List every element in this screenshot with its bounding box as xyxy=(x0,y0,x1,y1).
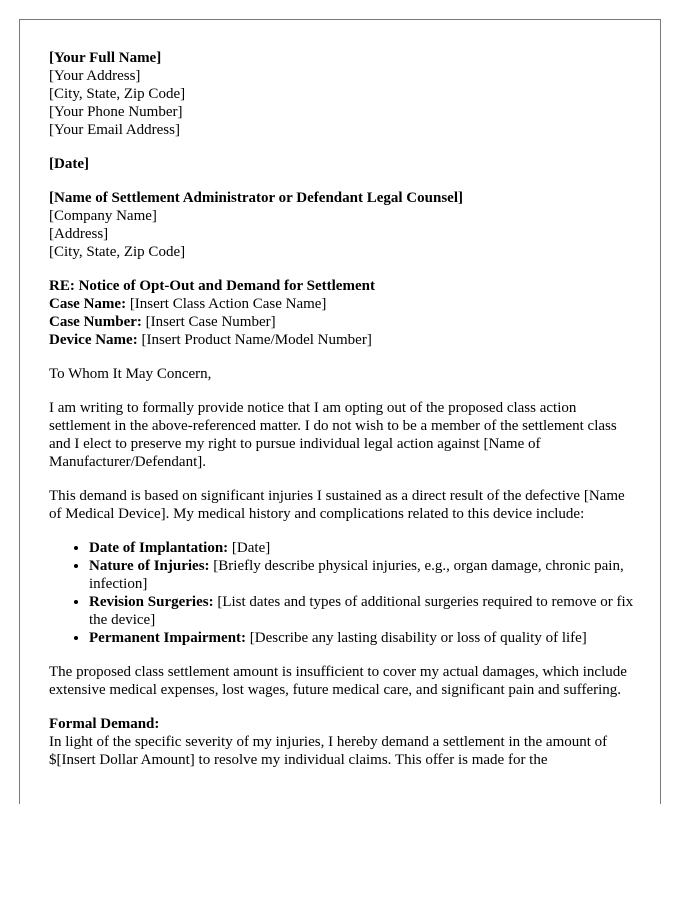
case-name-line xyxy=(49,295,639,313)
list-item xyxy=(89,593,639,629)
injury-label: Permanent Impairment: xyxy=(89,630,247,646)
recipient-company: [Company Name] xyxy=(49,208,157,224)
injury-value: [Describe any lasting disability or loss of quality of life] xyxy=(246,630,587,646)
injury-list xyxy=(49,539,639,647)
case-name-label: Case Name: xyxy=(49,296,127,312)
sender-phone: [Your Phone Number] xyxy=(49,104,183,120)
sender-block xyxy=(49,49,639,139)
list-item xyxy=(89,539,639,557)
case-number-label: Case Number: xyxy=(49,314,142,330)
letter-page xyxy=(19,19,661,804)
basis-paragraph: This demand is based on significant injuries I sustained as a direct result of the defective [Name of Medical Device]. My medical history and complications related to this device include: xyxy=(49,488,625,522)
recipient-city-state-zip: [City, State, Zip Code] xyxy=(49,244,186,260)
re-subject: RE: Notice of Opt-Out and Demand for Settlement xyxy=(49,278,375,294)
recipient-address: [Address] xyxy=(49,226,109,242)
sender-email: [Your Email Address] xyxy=(49,122,180,138)
case-number-value: [Insert Case Number] xyxy=(141,314,276,330)
injury-value: [Date] xyxy=(228,540,271,556)
list-item xyxy=(89,557,639,593)
injury-value: [List dates and types of additional surgeries required to remove or fix the device] xyxy=(89,594,634,628)
sender-city-state-zip: [City, State, Zip Code] xyxy=(49,86,186,102)
letter-date: [Date] xyxy=(49,156,89,172)
insufficient-paragraph: The proposed class settlement amount is insufficient to cover my actual damages, which include extensive medical expenses, lost wages, future medical care, and significant pain and suffering. xyxy=(49,664,627,698)
sender-address: [Your Address] xyxy=(49,68,141,84)
formal-demand-text: In light of the specific severity of my injuries, I hereby demand a settlement in the amount of $[Insert Dollar Amount] to resolve my individual claims. This offer is made for the xyxy=(49,734,608,768)
opt-out-paragraph: I am writing to formally provide notice that I am opting out of the proposed class action settlement in the above-referenced matter. I do not wish to be a member of the settlement class and I elect to preserve my right to pursue individual legal action against [Name of Manufacturer/Defendant]. xyxy=(49,400,617,470)
case-number-line xyxy=(49,313,639,331)
injury-label: Revision Surgeries: xyxy=(89,594,214,610)
injury-value: [Briefly describe physical injuries, e.g., organ damage, chronic pain, infection] xyxy=(89,558,624,592)
device-name-value: [Insert Product Name/Model Number] xyxy=(137,332,372,348)
case-name-value: [Insert Class Action Case Name] xyxy=(126,296,327,312)
device-name-label: Device Name: xyxy=(49,332,138,348)
recipient-name: [Name of Settlement Administrator or Defendant Legal Counsel] xyxy=(49,190,463,206)
re-block xyxy=(49,277,639,349)
recipient-block xyxy=(49,189,639,261)
salutation: To Whom It May Concern, xyxy=(49,366,212,382)
injury-label: Date of Implantation: xyxy=(89,540,229,556)
device-name-line xyxy=(49,331,639,349)
sender-name: [Your Full Name] xyxy=(49,50,162,66)
formal-demand-heading: Formal Demand: xyxy=(49,716,160,732)
list-item xyxy=(89,629,639,647)
letter-content xyxy=(49,49,639,769)
injury-label: Nature of Injuries: xyxy=(89,558,210,574)
